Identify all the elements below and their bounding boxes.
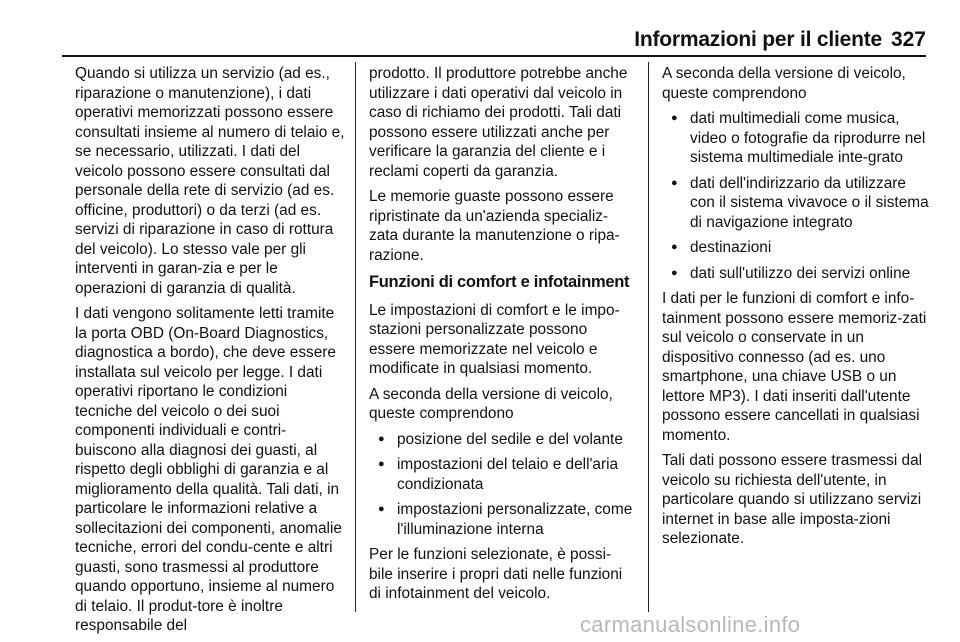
page-header — [0, 24, 960, 60]
paragraph: Tali dati possono essere trasmessi dal veicolo su richiesta dell'utente, in particolare quando si utilizzano servizi internet in base alle imposta-zioni selezionate. — [662, 452, 923, 547]
section-title: Funzioni di comfort e infotainment — [369, 273, 630, 291]
list-item: ● posizione del sedile e del volante — [369, 430, 634, 450]
page-title: Informazioni per il cliente — [634, 28, 882, 51]
paragraph: I dati per le funzioni di comfort e info-tainment possono essere memoriz-zati sul veicolo o conservate in un dispositivo connesso (ad es. uno smartphone, una chiave USB o un lettore MP3). I dati inseriti dall'utente possono essere cancellati in qualsiasi momento. — [662, 290, 927, 444]
column-divider — [648, 62, 649, 612]
column-right — [662, 64, 932, 555]
paragraph: Per le funzioni selezionate, è possi-bile inserire i propri dati nelle funzioni di infotainment del veicolo. — [369, 546, 623, 602]
paragraph: A seconda della versione di veicolo, queste comprendono — [369, 385, 613, 422]
list-item: ● dati dell'indirizzario da utilizzare con il sistema vivavoce o il sistema di navigazione integrato — [662, 174, 932, 233]
column-middle — [369, 64, 634, 610]
paragraph: I dati vengono solitamente letti tramite la porta OBD (On-Board Diagnostics, diagnostica a bordo), che deve essere installata sul veicolo per legge. I dati operativi riportano le condizioni tecniche del veicolo o dei suoi componenti individuali e contri-buiscono alla diagnosi dei guasti, al rispetto degli obblighi di garanzia e al miglioramento della qualità. Tali dati, in particolare le informazioni relative a sollecitazioni dei componenti, anomalie tecniche, errori del condu-cente e altri guasti, sono trasmessi al produttore quando opportuno, insieme al numero di telaio. Il produt-tore è inoltre responsabile del — [75, 305, 342, 634]
watermark-text: carmanualsonline.info — [580, 612, 801, 637]
paragraph: Quando si utilizza un servizio (ad es., riparazione o manutenzione), i dati operativi memorizzati possono essere consultati insieme al numero di telaio e, se necessario, utilizzati. I dati del veicolo possono essere consultati dal personale della rete di servizio (ad es. officine, produttori) o da terzi (ad es. servizi di riparazione in caso di rottura del veicolo). Lo stesso vale per gli interventi in garan-zia e per le operazioni di garanzia di qualità. — [75, 65, 345, 297]
paragraph: Le impostazioni di comfort e le impo-stazioni personalizzate possono essere memorizzate nel veicolo e modificate in qualsiasi momento. — [369, 301, 620, 377]
bullet-list — [369, 430, 634, 540]
page-number: 327 — [890, 28, 926, 51]
paragraph: A seconda della versione di veicolo, queste comprendono — [662, 65, 906, 102]
list-item: ● dati multimediali come musica, video o fotografie da riprodurre nel sistema multimediale inte-grato — [662, 109, 932, 168]
paragraph: prodotto. Il produttore potrebbe anche utilizzare i dati operativi dal veicolo in caso di richiamo dei prodotti. Tali dati possono essere utilizzati anche per verificare la garanzia del cliente e i reclami coperti da garanzia. — [369, 65, 628, 180]
column-left — [75, 64, 345, 642]
header-rule — [62, 55, 926, 57]
list-item: ● impostazioni personalizzate, come l'illuminazione interna — [369, 500, 634, 539]
paragraph: Le memorie guaste possono essere ripristinate da un'azienda specializ-zata durante la manutenzione o ripa-razione. — [369, 188, 620, 264]
column-divider — [355, 62, 356, 612]
list-item: ● impostazioni del telaio e dell'aria condizionata — [369, 455, 634, 494]
bullet-list — [662, 109, 932, 283]
list-item: ● dati sull'utilizzo dei servizi online — [662, 264, 932, 284]
list-item: ● destinazioni — [662, 238, 932, 258]
